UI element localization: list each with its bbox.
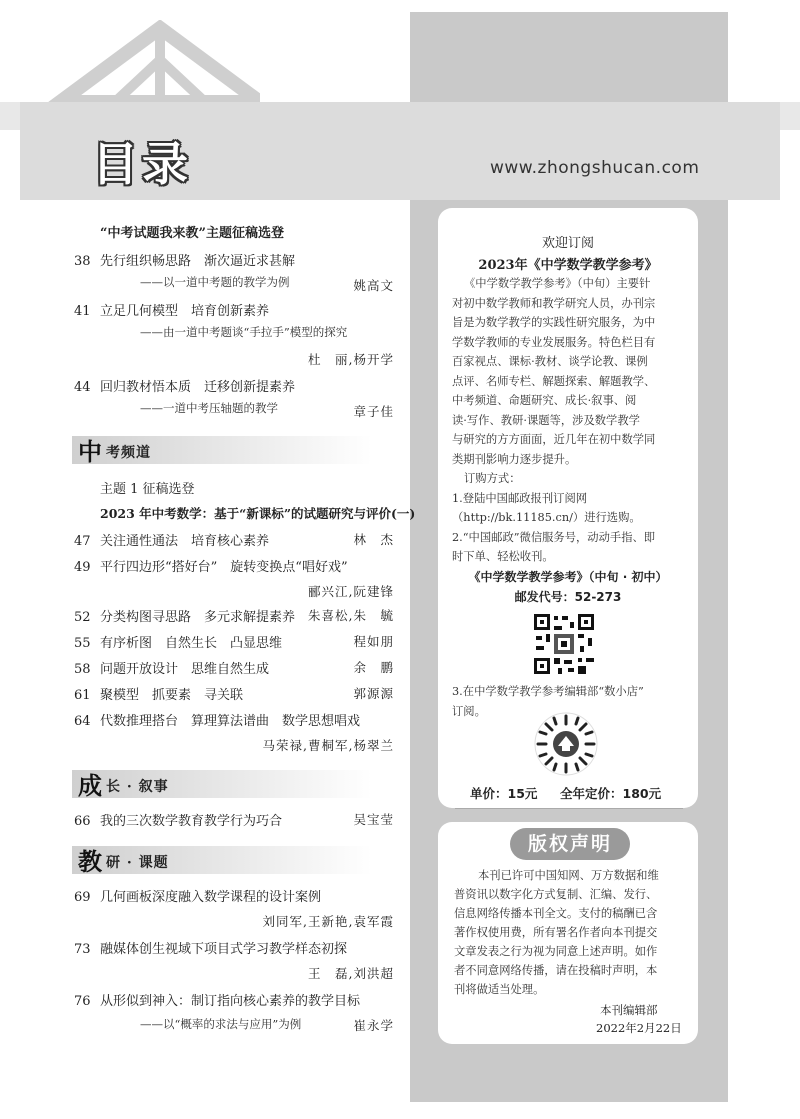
- page-number: 38: [74, 254, 91, 269]
- article-title: 聚模型 抓要素 寻关联: [100, 688, 244, 703]
- section-rest: 长 · 叙事: [106, 779, 169, 795]
- price-year: 全年定价：180元: [560, 786, 662, 801]
- page-number: 58: [74, 662, 91, 677]
- price-unit: 单价：15元: [470, 786, 538, 801]
- feature-title: “中考试题我来教”主题征稿选登: [100, 226, 284, 241]
- journal-line: 《中学数学教学参考》（中旬 · 初中）: [468, 570, 668, 584]
- subscribe-heading: 2023年《中学数学教学参考》: [478, 258, 658, 273]
- article-authors: 郭源源: [353, 686, 394, 701]
- copyright-line: 刊将做适当处理。: [454, 983, 545, 996]
- intro-line: 与研究的方方面面，近几年在初中数学同: [452, 433, 656, 446]
- article-authors: 杜 丽,杨开学: [308, 352, 394, 367]
- toc-item[interactable]: [74, 886, 321, 905]
- toc-item[interactable]: [74, 990, 360, 1009]
- toc-item[interactable]: [74, 684, 243, 703]
- copyright-body: [454, 866, 690, 999]
- section-big-char: 成: [78, 771, 102, 800]
- intro-line: 中考频道、命题研究、成长·叙事、阅: [452, 394, 637, 407]
- article-subtitle: ——以一道中考题的教学为例: [140, 275, 290, 289]
- page-number: 49: [74, 560, 91, 575]
- article-title: 立足几何模型 培育创新素养: [100, 304, 270, 319]
- copyright-line: 著作权使用费，所有署名作者向本刊提交: [454, 926, 658, 939]
- intro-line: 旨是为数学教学的实践性研究服务，为中: [452, 316, 656, 329]
- section-rest: 研 · 课题: [106, 855, 169, 871]
- article-authors: 章子佳: [353, 404, 394, 419]
- intro-line: 点评、名师专栏、解题探索、解题教学、: [452, 374, 656, 388]
- copyright-line: 信息网络传播本刊全文。支付的稿酬已含: [454, 907, 658, 920]
- page-number: 52: [74, 610, 91, 625]
- page-number: 76: [74, 994, 91, 1009]
- copyright-line: 者不同意网络传播，请在投稿时声明，本: [454, 964, 658, 977]
- toc-item[interactable]: [74, 300, 269, 319]
- copyright-date: 2022年2月22日: [596, 1021, 682, 1035]
- article-authors: 崔永学: [353, 1018, 394, 1033]
- roof-graphic: [40, 20, 260, 110]
- toc-item[interactable]: [74, 556, 348, 575]
- copyright-line: 普资讯以数字化方式复制、汇编、发行、: [454, 888, 658, 901]
- intro-line: 对初中数学教师和教学研究人员，办刊宗: [452, 296, 656, 310]
- toc-item[interactable]: [74, 250, 295, 269]
- page-number: 41: [74, 304, 91, 319]
- article-title: 代数推理搭台 算理算法谱曲 数学思想唱戏: [100, 714, 361, 729]
- article-title: 问题开放设计 思维自然生成: [100, 662, 270, 677]
- section-header-chengzhang: [72, 766, 402, 802]
- page-number: 61: [74, 688, 91, 703]
- topic-headline: 2023 年中考数学：基于“新课标”的试题研究与评价(一): [100, 506, 416, 521]
- toc-item[interactable]: [74, 938, 347, 957]
- article-subtitle: ——一道中考压轴题的教学: [140, 401, 278, 415]
- method3-line: 订阅。: [452, 704, 486, 718]
- toc-item[interactable]: [74, 710, 360, 729]
- divider: [455, 808, 683, 809]
- page-number: 64: [74, 714, 91, 729]
- method3-line: 3.在中学数学教学参考编辑部“数小店”: [452, 685, 644, 698]
- article-title: 我的三次数学教育教学行为巧合: [100, 814, 283, 829]
- page-number: 66: [74, 814, 91, 829]
- toc-item[interactable]: [74, 810, 282, 829]
- copyright-sign: 本刊编辑部: [600, 1003, 658, 1017]
- toc-item[interactable]: [74, 658, 269, 677]
- article-title: 从形似到神入：制订指向核心素养的教学目标: [100, 994, 361, 1009]
- methods-label: 订购方式：: [464, 472, 521, 485]
- page-title: 目录: [92, 137, 192, 191]
- section-big-char: 教: [78, 847, 102, 876]
- subscribe-intro: [452, 274, 692, 567]
- page-number: 44: [74, 380, 91, 395]
- method1-link[interactable]: （http://bk.11185.cn/）进行选购。: [452, 511, 641, 524]
- article-authors: 王 磊,刘洪超: [308, 966, 394, 981]
- toc-item[interactable]: [74, 606, 295, 625]
- article-authors: 林 杰: [353, 532, 394, 547]
- article-title: 回归教材悟本质 迁移创新提素养: [100, 380, 296, 395]
- article-authors: 余 鹏: [353, 660, 394, 675]
- article-authors: 刘同军,王新艳,袁军霞: [262, 914, 394, 929]
- article-subtitle: ——由一道中考题谈“手拉手”模型的探究: [140, 325, 348, 339]
- section-header-jiaoyan: [72, 842, 402, 878]
- intro-line: 类期刊影响力逐步提升。: [452, 452, 577, 466]
- copyright-line: 本刊已许可中国知网、万方数据和维: [478, 869, 659, 882]
- page-number: 47: [74, 534, 91, 549]
- page-number: 73: [74, 942, 91, 957]
- article-authors: 姚高文: [353, 278, 394, 293]
- article-authors: 朱喜松,朱 毓: [308, 608, 394, 623]
- intro-line: 读·写作、教研·课题等，涉及数学教学: [452, 413, 640, 427]
- method2-line: 2.“中国邮政”微信服务号，动动手指、即: [452, 530, 656, 544]
- topic-label: 主题 1 征稿选登: [100, 482, 195, 497]
- toc-item[interactable]: [74, 530, 269, 549]
- article-title: 平行四边形“搭好台” 旋转变换点“唱好戏”: [100, 560, 348, 575]
- section-header-zhongkao: [72, 432, 402, 468]
- article-title: 有序析图 自然生长 凸显思维: [100, 636, 283, 651]
- article-title: 先行组织畅思路 渐次逼近求甚解: [100, 254, 296, 269]
- section-rest: 考频道: [106, 445, 151, 461]
- article-title: 几何画板深度融入数学课程的设计案例: [100, 890, 322, 905]
- article-title: 分类构图寻思路 多元求解提素养: [100, 610, 296, 625]
- qr-code-icon[interactable]: [532, 612, 596, 676]
- method2-line: 时下单、轻松收刊。: [452, 550, 554, 563]
- article-title: 融媒体创生视域下项目式学习教学样态初探: [100, 942, 348, 957]
- copyright-badge: 版权声明: [510, 828, 630, 860]
- article-authors: 马荣禄,曹桐军,杨翠兰: [262, 738, 394, 753]
- article-authors: 郦兴江,阮建锋: [308, 584, 394, 599]
- article-authors: 程如朋: [353, 634, 394, 649]
- website-url[interactable]: www.zhongshucan.com: [490, 158, 700, 178]
- method1-line: 1.登陆中国邮政报刊订阅网: [452, 491, 588, 505]
- postal-code: 邮发代号：52-273: [514, 590, 622, 604]
- subscribe-welcome: 欢迎订阅: [541, 236, 594, 251]
- toc-item[interactable]: [74, 376, 295, 395]
- article-title: 关注通性通法 培育核心素养: [100, 534, 270, 549]
- mini-program-code-icon[interactable]: [534, 712, 598, 776]
- copyright-line: 文章发表之行为视为同意上述声明。如作: [454, 945, 658, 958]
- section-big-char: 中: [78, 437, 102, 466]
- article-subtitle: ——以“概率的求法与应用”为例: [140, 1017, 302, 1031]
- page-number: 55: [74, 636, 91, 651]
- page-number: 69: [74, 890, 91, 905]
- intro-line: 学数学教师的专业发展服务。特色栏目有: [452, 335, 656, 349]
- article-authors: 吴宝莹: [353, 812, 394, 827]
- toc-item[interactable]: [74, 632, 282, 651]
- intro-line: 《中学数学教学参考》（中旬）主要针: [464, 277, 651, 290]
- intro-line: 百家视点、课标·教材、谈学论教、课例: [452, 355, 648, 368]
